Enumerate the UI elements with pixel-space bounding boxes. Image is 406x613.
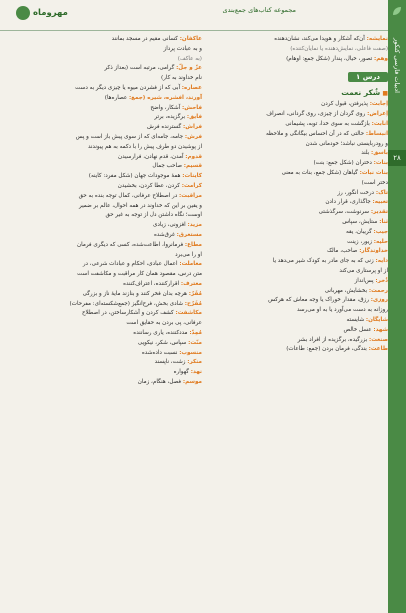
glossary-entry: (به عاکف) (177, 55, 202, 62)
glossary-entry: قدوم: آمدن، قدم نهادن، فرارسیدن (118, 153, 202, 160)
glossary-entry: رحمت: بخشایش، مهربانی (324, 287, 388, 294)
page-number: ۲۸ (388, 150, 406, 166)
glossary-entry: مراقبت: در اصطلاح عرفانی، کمال توجه بنده به حق (78, 192, 202, 199)
series-title: مجموعه کتاب‌های جمع‌بندی (222, 6, 296, 14)
glossary-entry: حلیه: زیور، زینت (347, 238, 388, 245)
glossary-entry: ذُخر: پس‌انداز (354, 277, 388, 284)
right-column (210, 35, 388, 355)
glossary-entry: کاینات: همهٔ موجودات جهان (شکل مفرد: کاینه) (88, 173, 202, 180)
glossary-entry: فرش: جامه، جامه‌ای که از سوی پیش باز است و پس (75, 133, 202, 140)
left-column (16, 35, 202, 388)
brand (16, 6, 68, 20)
glossary-entry: عزّ و جلّ: گرامی، مرتبه است (بعداز ذکر (104, 65, 202, 72)
glossary-entry: مُمِدّ: مددکننده، یاری رساننده (133, 329, 202, 336)
leaf-icon (391, 5, 403, 17)
glossary-entry: شایگان: شایسته (346, 316, 388, 323)
glossary-entry: عصاره: آبی که از فشردن میوه یا چیزی دیگر به دست (75, 84, 202, 91)
glossary-entry: خداوندگار: صاحب، مالک (327, 248, 388, 255)
glossary-entry: از او پرستاری می‌کند (339, 267, 388, 274)
glossary-entry: معاملت: اعمال عبادی، احکام و عبادات شرعی، در (82, 261, 202, 268)
side-tab (388, 0, 406, 613)
glossary-entry: (صفت فاعلی، نمایش‌دهنده یا نمایان‌کننده) (290, 45, 388, 52)
glossary-entry: و یقین بر این که خداوند در همه احوال، عالم بر ضمیر (79, 202, 202, 209)
page-header (0, 0, 388, 31)
glossary-entry: مستغرق: غرق‌شده (153, 231, 202, 238)
glossary-entry: مُفَرّح: شادی بخش، فرح‌انگیز (جمع‌شکسته‌ای: مفرحات) (69, 300, 202, 307)
glossary-entry: روزانه به دست می‌آورد یا به او می‌رسد (296, 307, 388, 314)
glossary-entry: نام خداوند به کار) (160, 75, 202, 82)
glossary-entry: معترف: اقرارکننده، اعتراف‌کننده (123, 280, 202, 287)
lesson-heading: درس ۱ (348, 72, 388, 82)
glossary-entry: قسیم: صاحب جمال (152, 163, 202, 170)
glossary-entry: مکاشفت: کشف کردن و آشکارساختن، در اصطلاح (81, 310, 202, 317)
glossary-entry: تاک: درخت انگور، رز (337, 189, 388, 196)
glossary-entry: باسق: بلند (361, 150, 388, 157)
glossary-entry: تقدیر: سرنوشت، سرگذشتی (318, 209, 388, 216)
glossary-entry: طاعت: بندگی، فرمان بردن (جمع: طاعات) (286, 346, 388, 353)
brand-logo-icon (16, 6, 30, 20)
brand-name: مهروماه (33, 8, 68, 18)
glossary-entry: مُقَرّ: هرچه بدان فخر کنند و بنازند مایهٔ ناز و بزرگی (82, 290, 202, 297)
glossary-entry: صنعت: بزرگیده، برگزیده از افراد بشر (297, 336, 388, 343)
side-label: ادبیات فارسی کنکور (393, 38, 401, 93)
glossary-entry: مزید: افزونی، زیادی (153, 222, 202, 229)
glossary-entry: اِجابت: پذیرفتن، قبول کردن (321, 101, 388, 108)
glossary-entry: شهد: عسل خالص (343, 326, 388, 333)
glossary-entry: بنات نبات: گیاهان (شکل جمع، بنات به معنی (281, 169, 388, 176)
glossary-entry: فایق: برگزیده، برتر (154, 114, 202, 121)
glossary-entry: اوست؛ نگاه داشتن دل از توجه به غیر حق (105, 212, 202, 219)
glossary-entry: عاکفان: کسانی مقیم در مسجد بمانند (111, 36, 202, 42)
glossary-entry: فاحش: آشکار، واضح (150, 104, 202, 111)
glossary-entry: دایه: زنی که به جای مادر به کودک شیر می‌دهد یا (272, 258, 388, 265)
glossary-entry: او را می‌برد (175, 251, 202, 258)
glossary-entry: وهم: تصور، خیال، پندار (شکل جمع: اوهام) (286, 55, 388, 62)
glossary-entry: آورند، افشره، شیره (جمع: عصاره‌ها) (104, 94, 202, 101)
glossary-entry: دختر است) (361, 179, 388, 186)
glossary-entry: و به عبادت پرداز (163, 45, 202, 52)
glossary-entry: موسم: فصل، هنگام، زمان (137, 378, 202, 385)
glossary-entry: انبساط: حالتی که در آن احساس بیگانگی و ملاحظه (265, 130, 388, 137)
glossary-entry: مطاع: فرمانروا، اطاعت‌شده، کسی که دیگری فرمان (77, 241, 202, 248)
glossary-entry: انابت: بازگشت به سوی خدا، توبه، پشیمانی (285, 120, 388, 127)
glossary-entry: تعبیه: جاگذاری، قرار دادن (325, 199, 388, 206)
glossary-entry: عرفانی، پی بردن به حقایق است (126, 320, 202, 327)
glossary-entry: نهد: گهواره (173, 369, 202, 376)
glossary-entry: ثنا: ستایش، سپاس (342, 218, 388, 225)
glossary-entry: و رودربایستی نباشد؛ خودمانی شدن (305, 140, 388, 147)
glossary-entry: کرامت: کردن، عطا کردن، بخشیدن (117, 182, 202, 189)
glossary-entry: از پوشیدن دو طرف پیش را با دکمه به هم پیوندند (87, 143, 202, 150)
glossary-entry: اِعراض: روی گردان از چیزی، روی گردانی، انصراف (266, 111, 388, 118)
glossary-entry: منکر: زشت، ناپسند (154, 359, 202, 366)
section-title: ■ شُکر نعمت (210, 88, 388, 97)
glossary-entry: بنات: دختران (شکل جمع: بنت) (313, 160, 388, 167)
glossary-entry: منّت: سپاس، شکر، نیکویی (137, 339, 202, 346)
glossary-entry: نمایشه: آن‌که آشکار و هویدا می‌کند، نشان‌دهنده (274, 36, 388, 42)
glossary-entry: منسوب: نسبت داده‌شده (141, 349, 202, 356)
glossary-entry: متن درس، مقصود همان کار مراقبت و مکاشفت است (77, 271, 202, 278)
glossary-entry: جیب: گریبان، یقه (345, 228, 388, 235)
glossary-entry: روزی: رزق، مقدار خوراک یا وجه معاش که هرکس (268, 297, 388, 304)
glossary-entry: فراش: گسترنده فرش (146, 124, 202, 131)
